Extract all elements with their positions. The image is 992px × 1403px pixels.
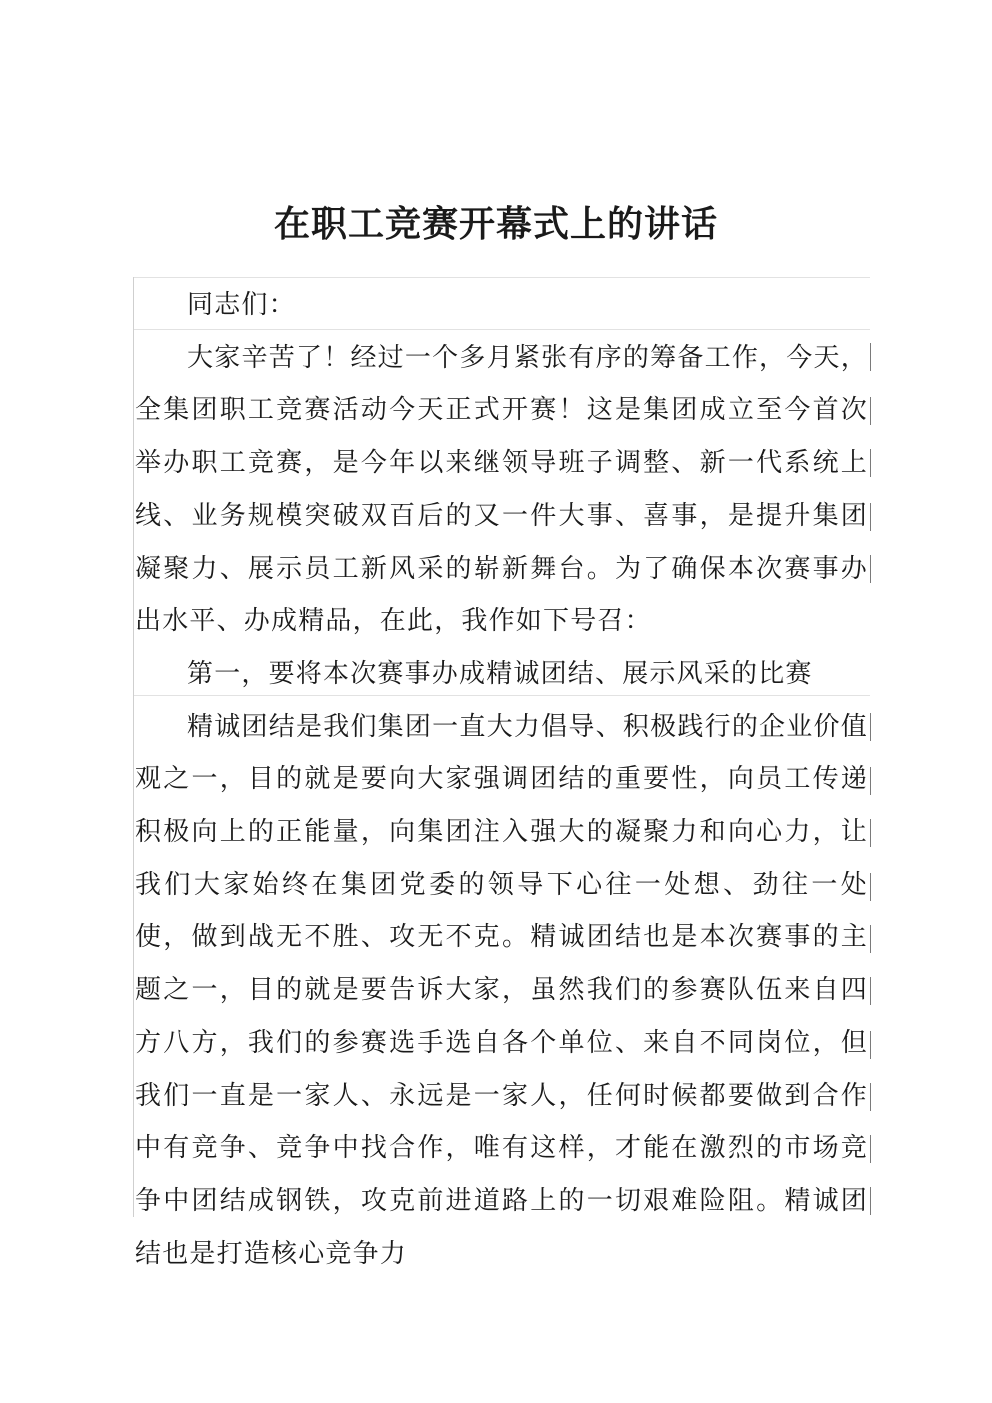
margin-mark — [870, 767, 871, 795]
document-body — [135, 279, 868, 1280]
margin-mark — [870, 343, 871, 371]
margin-mark — [870, 555, 871, 583]
margin-mark — [870, 1187, 871, 1215]
section-heading: 第一，要将本次赛事办成精诚团结、展示风采的比赛 — [187, 658, 813, 689]
margin-mark — [870, 1031, 871, 1059]
margin-mark — [870, 1135, 871, 1163]
margin-mark — [870, 819, 871, 847]
margin-mark — [870, 397, 871, 425]
document-title: 在职工竞赛开幕式上的讲话 — [273, 203, 718, 245]
paragraph-opening: 大家辛苦了！经过一个多月紧张有序的筹备工作，今天，全集团职工竞赛活动今天正式开赛！这是集团成立至今首次举办职工竞赛，是今年以来继领导班子调整、新一代系统上线、业务规模突破双百后的又一件大事、喜事，是提升集团凝聚力、展示员工新风采的崭新舞台。为了确保本次赛事办出水平、办成精品，在此，我作如下号召： — [135, 342, 868, 637]
margin-mark — [870, 925, 871, 953]
salutation: 同志们： — [187, 290, 296, 320]
margin-mark — [870, 977, 871, 1005]
margin-mark — [870, 503, 871, 531]
frame-top-line — [134, 277, 870, 278]
margin-mark — [870, 449, 871, 477]
paragraph-unity: 精诚团结是我们集团一直大力倡导、积极践行的企业价值观之一，目的就是要向大家强调团结的重要性，向员工传递积极向上的正能量，向集团注入强大的凝聚力和向心力，让我们大家始终在集团党委的领导下心往一处想、劲往一处使，做到战无不胜、攻无不克。精诚团结也是本次赛事的主题之一，目的就是要告诉大家，虽然我们的参赛队伍来自四方八方，我们的参赛选手选自各个单位、来自不同岗位，但我们一直是一家人、永远是一家人，任何时候都要做到合作中有竞争、竞争中找合作，唯有这样，才能在激烈的市场竞争中团结成钢铁，攻克前进道路上的一切艰难险阻。精诚团结也是打造核心竞争力 — [135, 711, 868, 1269]
margin-mark — [870, 713, 871, 741]
margin-mark — [870, 873, 871, 901]
margin-mark — [870, 1083, 871, 1111]
